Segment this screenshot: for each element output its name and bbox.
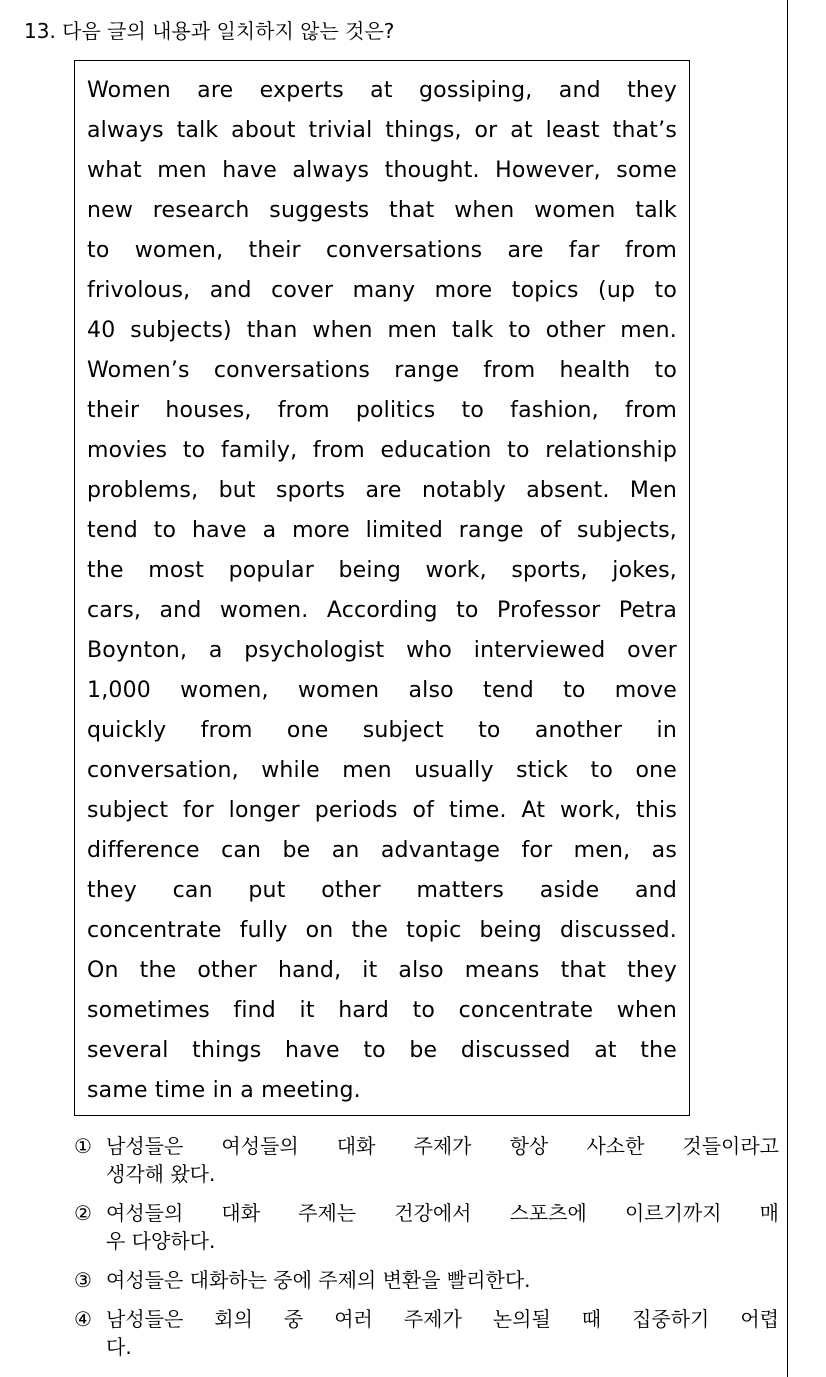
passage-line: frivolous, and cover many more topics (up to <box>87 278 677 303</box>
passage-line: problems, but sports are notably absent. Men <box>87 478 677 503</box>
answer-option-3[interactable] <box>74 1266 779 1294</box>
passage-box <box>74 60 690 1116</box>
passage-line: tend to have a more limited range of subjects, <box>87 518 677 543</box>
passage-line: sometimes find it hard to concentrate when <box>87 998 677 1023</box>
passage-line: 40 subjects) than when men talk to other men. <box>87 318 677 343</box>
answer-option-4[interactable] <box>74 1305 779 1361</box>
passage-line: same time in a meeting. <box>87 1078 361 1103</box>
passage-line: Boynton, a psychologist who interviewed over <box>87 638 677 663</box>
passage-line: difference can be an advantage for men, as <box>87 838 677 863</box>
option-text: 남성들은 여성들의 대화 주제가 항상 사소한 것들이라고 <box>106 1134 779 1158</box>
option-number: ④ <box>74 1307 92 1331</box>
option-text: 여성들은 대화하는 중에 주제의 변환을 빨리한다. <box>106 1268 531 1292</box>
option-number: ② <box>74 1201 92 1225</box>
option-number: ③ <box>74 1268 92 1292</box>
passage-line: movies to family, from education to relationship <box>87 438 677 463</box>
passage-line: new research suggests that when women talk <box>87 198 677 223</box>
passage-line: Women are experts at gossiping, and they <box>87 78 677 103</box>
passage-line: cars, and women. According to Professor Petra <box>87 598 677 623</box>
passage-line: concentrate fully on the topic being discussed. <box>87 918 677 943</box>
answer-option-2[interactable] <box>74 1199 779 1255</box>
option-text: 다. <box>106 1335 132 1359</box>
option-text: 남성들은 회의 중 여러 주제가 논의될 때 집중하기 어렵 <box>106 1307 779 1331</box>
passage-line: always talk about trivial things, or at least that’s <box>87 118 677 143</box>
question-prompt: 다음 글의 내용과 일치하지 않는 것은? <box>62 19 395 43</box>
passage-line: to women, their conversations are far from <box>87 238 677 263</box>
option-text: 우 다양하다. <box>106 1229 216 1253</box>
passage-line: several things have to be discussed at the <box>87 1038 677 1063</box>
option-number: ① <box>74 1134 92 1158</box>
passage-line: conversation, while men usually stick to one <box>87 758 677 783</box>
passage-line: On the other hand, it also means that they <box>87 958 677 983</box>
option-text: 생각해 왔다. <box>106 1162 216 1186</box>
passage-line: quickly from one subject to another in <box>87 718 677 743</box>
passage-line: the most popular being work, sports, jokes, <box>87 558 677 583</box>
passage-line: their houses, from politics to fashion, from <box>87 398 677 423</box>
answer-options <box>74 1132 779 1372</box>
question-number: 13. <box>24 19 56 43</box>
passage-line: Women’s conversations range from health to <box>87 358 677 383</box>
passage-line: subject for longer periods of time. At work, this <box>87 798 677 823</box>
option-text: 여성들의 대화 주제는 건강에서 스포츠에 이르기까지 매 <box>106 1201 779 1225</box>
passage-line: what men have always thought. However, some <box>87 158 677 183</box>
answer-option-1[interactable] <box>74 1132 779 1188</box>
passage-line: 1,000 women, women also tend to move <box>87 678 677 703</box>
column-divider <box>787 0 788 1377</box>
question-header <box>24 16 394 46</box>
passage-line: they can put other matters aside and <box>87 878 677 903</box>
